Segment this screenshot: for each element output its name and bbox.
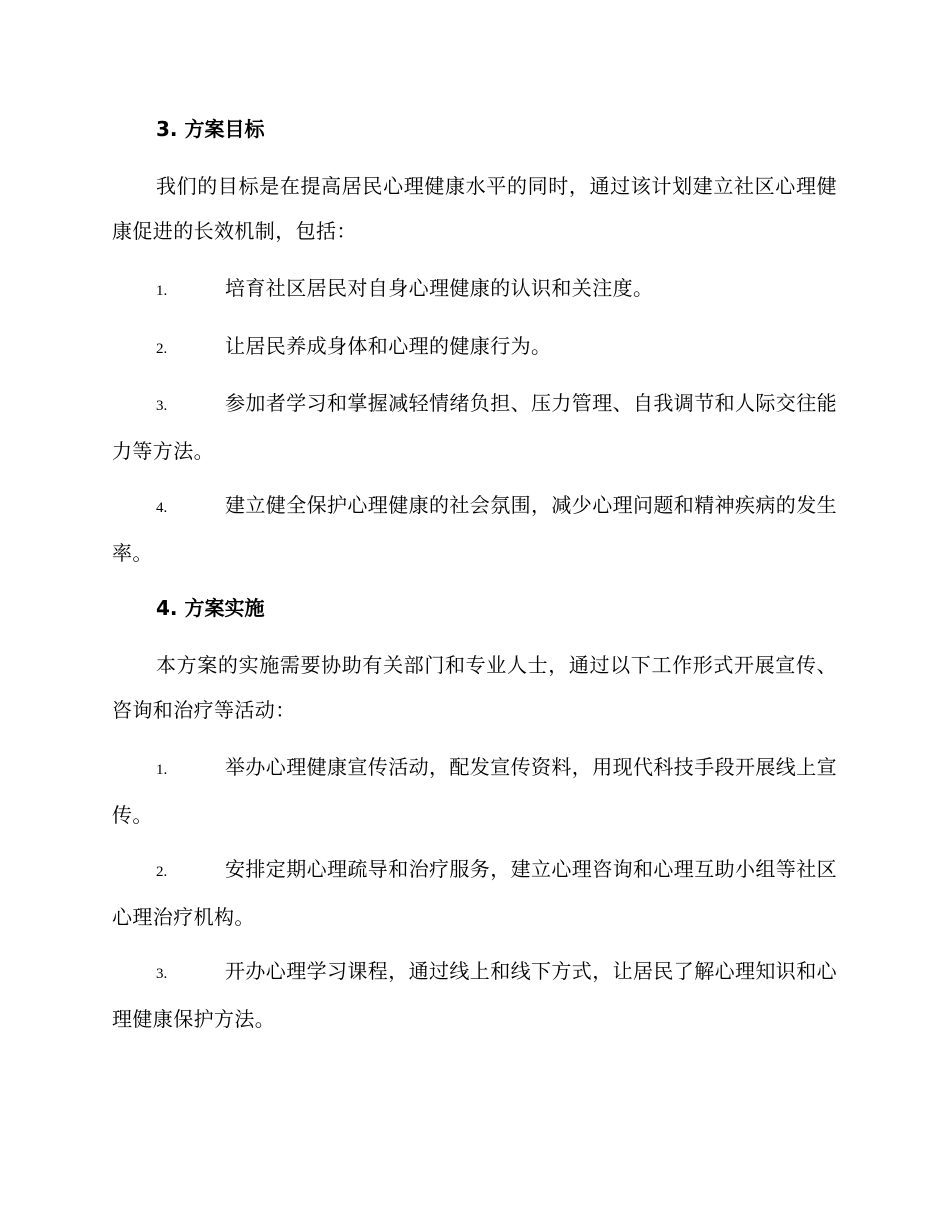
list-item-number: 3. [156, 966, 168, 982]
list-item-text: 举办心理健康宣传活动，配发宣传资料，用现代科技手段开展线上宣传。 [112, 755, 837, 827]
section-3-heading: 3. 方案目标 [156, 117, 265, 141]
list-item-text: 让居民养成身体和心理的健康行为。 [225, 334, 552, 358]
list-item-text: 培育社区居民对自身心理健康的认识和关注度。 [225, 276, 654, 300]
section-4-intro: 本方案的实施需要协助有关部门和专业人士，通过以下工作形式开展宣传、咨询和治疗等活动： [112, 653, 837, 722]
list-item-number: 2. [156, 864, 168, 880]
section-3-list-item [112, 266, 837, 314]
list-item-text: 安排定期心理疏导和治疗服务，建立心理咨询和心理互助小组等社区心理治疗机构。 [112, 857, 837, 929]
list-item-number: 1. [156, 283, 168, 299]
list-item-text: 开办心理学习课程，通过线上和线下方式，让居民了解心理知识和心理健康保护方法。 [112, 959, 837, 1031]
section-3-intro: 我们的目标是在提高居民心理健康水平的同时，通过该计划建立社区心理健康促进的长效机制，包括： [112, 174, 837, 243]
section-4-heading: 4. 方案实施 [156, 596, 265, 620]
section-3-list-item [112, 483, 837, 576]
section-4-list-item [112, 745, 837, 838]
list-item-number: 3. [156, 398, 168, 414]
list-item-text: 参加者学习和掌握减轻情绪负担、压力管理、自我调节和人际交往能力等方法。 [112, 391, 837, 463]
list-item-number: 4. [156, 500, 168, 516]
section-3-list-item [112, 381, 837, 474]
list-item-text: 建立健全保护心理健康的社会氛围，减少心理问题和精神疾病的发生率。 [112, 493, 837, 565]
list-item-number: 1. [156, 762, 168, 778]
section-4-list-item [112, 949, 837, 1042]
section-3-list-item [112, 324, 837, 372]
section-4-list-item [112, 847, 837, 940]
list-item-number: 2. [156, 341, 168, 357]
